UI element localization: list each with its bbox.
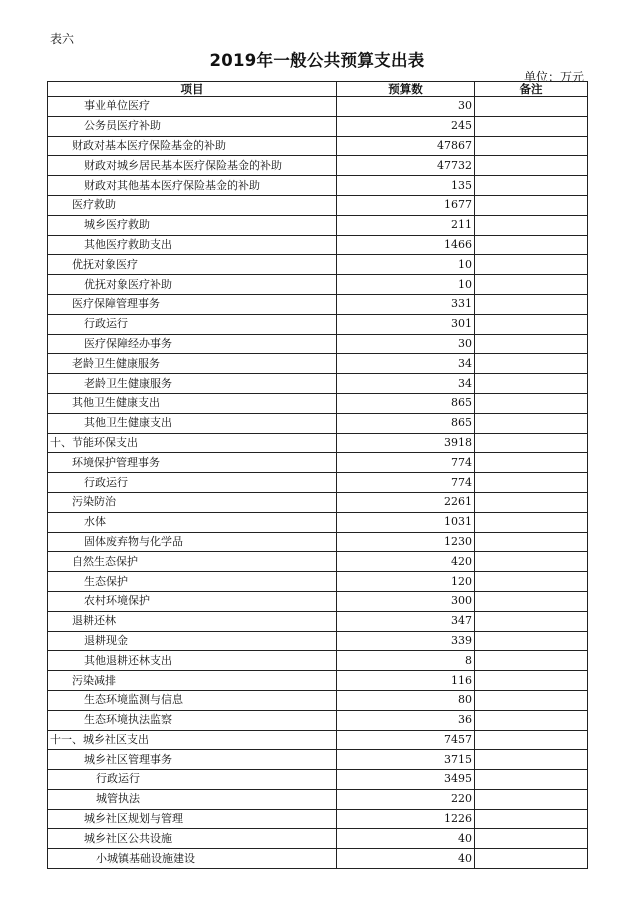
- row-remarks: [475, 809, 588, 829]
- row-budget-amount: 47732: [337, 156, 475, 176]
- row-budget-amount: 1031: [337, 512, 475, 532]
- row-item-name: 财政对基本医疗保险基金的补助: [48, 136, 337, 156]
- row-remarks: [475, 195, 588, 215]
- row-budget-amount: 774: [337, 453, 475, 473]
- row-remarks: [475, 591, 588, 611]
- row-item-name: 污染防治: [48, 492, 337, 512]
- row-item-name: 行政运行: [48, 770, 337, 790]
- row-item-name: 城乡社区管理事务: [48, 750, 337, 770]
- row-budget-amount: 8: [337, 651, 475, 671]
- row-item-name: 退耕还林: [48, 611, 337, 631]
- row-remarks: [475, 829, 588, 849]
- row-budget-amount: 301: [337, 314, 475, 334]
- table-row: [48, 393, 588, 413]
- table-row: [48, 690, 588, 710]
- row-budget-amount: 47867: [337, 136, 475, 156]
- table-label: 表六: [50, 32, 75, 46]
- row-budget-amount: 30: [337, 334, 475, 354]
- header-budget: 预算数: [337, 82, 475, 97]
- row-remarks: [475, 492, 588, 512]
- row-remarks: [475, 374, 588, 394]
- row-budget-amount: 220: [337, 789, 475, 809]
- row-remarks: [475, 156, 588, 176]
- row-budget-amount: 300: [337, 591, 475, 611]
- table-row: [48, 591, 588, 611]
- table-row: [48, 849, 588, 869]
- table-row: [48, 730, 588, 750]
- row-budget-amount: 774: [337, 473, 475, 493]
- table-row: [48, 413, 588, 433]
- row-remarks: [475, 453, 588, 473]
- row-budget-amount: 34: [337, 374, 475, 394]
- row-item-name: 医疗保障经办事务: [48, 334, 337, 354]
- header-remarks: 备注: [475, 82, 588, 97]
- table-row: [48, 215, 588, 235]
- row-remarks: [475, 334, 588, 354]
- table-row: [48, 532, 588, 552]
- table-row: [48, 829, 588, 849]
- row-remarks: [475, 690, 588, 710]
- row-item-name: 十一、城乡社区支出: [48, 730, 337, 750]
- row-remarks: [475, 572, 588, 592]
- row-item-name: 其他卫生健康支出: [48, 413, 337, 433]
- table-row: [48, 235, 588, 255]
- table-row: [48, 789, 588, 809]
- row-remarks: [475, 354, 588, 374]
- table-row: [48, 374, 588, 394]
- row-item-name: 城管执法: [48, 789, 337, 809]
- row-item-name: 行政运行: [48, 314, 337, 334]
- row-remarks: [475, 294, 588, 314]
- table-row: [48, 195, 588, 215]
- budget-table: [47, 81, 588, 869]
- row-item-name: 老龄卫生健康服务: [48, 374, 337, 394]
- row-budget-amount: 135: [337, 176, 475, 196]
- row-remarks: [475, 849, 588, 869]
- row-budget-amount: 3918: [337, 433, 475, 453]
- row-item-name: 生态保护: [48, 572, 337, 592]
- table-row: [48, 275, 588, 295]
- row-item-name: 其他医疗救助支出: [48, 235, 337, 255]
- row-remarks: [475, 631, 588, 651]
- row-budget-amount: 211: [337, 215, 475, 235]
- table-header: [48, 82, 588, 97]
- row-remarks: [475, 770, 588, 790]
- row-item-name: 事业单位医疗: [48, 97, 337, 117]
- row-remarks: [475, 393, 588, 413]
- row-remarks: [475, 136, 588, 156]
- table-row: [48, 136, 588, 156]
- row-budget-amount: 80: [337, 690, 475, 710]
- table-row: [48, 809, 588, 829]
- row-remarks: [475, 116, 588, 136]
- row-remarks: [475, 512, 588, 532]
- row-remarks: [475, 433, 588, 453]
- row-item-name: 城乡医疗救助: [48, 215, 337, 235]
- row-remarks: [475, 789, 588, 809]
- row-budget-amount: 30: [337, 97, 475, 117]
- row-budget-amount: 865: [337, 413, 475, 433]
- row-item-name: 优抚对象医疗补助: [48, 275, 337, 295]
- row-item-name: 公务员医疗补助: [48, 116, 337, 136]
- row-item-name: 城乡社区规划与管理: [48, 809, 337, 829]
- row-budget-amount: 3495: [337, 770, 475, 790]
- row-budget-amount: 116: [337, 671, 475, 691]
- table-row: [48, 294, 588, 314]
- row-remarks: [475, 473, 588, 493]
- table-row: [48, 156, 588, 176]
- row-budget-amount: 40: [337, 829, 475, 849]
- table-row: [48, 453, 588, 473]
- table-row: [48, 512, 588, 532]
- unit-label: 单位：万元: [523, 70, 584, 84]
- row-budget-amount: 1677: [337, 195, 475, 215]
- table-row: [48, 770, 588, 790]
- row-budget-amount: 865: [337, 393, 475, 413]
- row-item-name: 生态环境监测与信息: [48, 690, 337, 710]
- row-item-name: 城乡社区公共设施: [48, 829, 337, 849]
- row-item-name: 财政对城乡居民基本医疗保险基金的补助: [48, 156, 337, 176]
- row-item-name: 自然生态保护: [48, 552, 337, 572]
- table-row: [48, 354, 588, 374]
- row-budget-amount: 331: [337, 294, 475, 314]
- row-item-name: 十、节能环保支出: [48, 433, 337, 453]
- header-item: 项目: [48, 82, 337, 97]
- row-remarks: [475, 750, 588, 770]
- table-row: [48, 176, 588, 196]
- row-remarks: [475, 275, 588, 295]
- row-budget-amount: 120: [337, 572, 475, 592]
- table-row: [48, 651, 588, 671]
- row-budget-amount: 36: [337, 710, 475, 730]
- row-item-name: 医疗保障管理事务: [48, 294, 337, 314]
- table-row: [48, 671, 588, 691]
- table-row: [48, 492, 588, 512]
- row-item-name: 其他卫生健康支出: [48, 393, 337, 413]
- table-row: [48, 572, 588, 592]
- row-budget-amount: 245: [337, 116, 475, 136]
- row-item-name: 环境保护管理事务: [48, 453, 337, 473]
- row-budget-amount: 1226: [337, 809, 475, 829]
- table-row: [48, 334, 588, 354]
- row-remarks: [475, 413, 588, 433]
- table-row: [48, 631, 588, 651]
- table-row: [48, 750, 588, 770]
- row-budget-amount: 10: [337, 275, 475, 295]
- row-item-name: 财政对其他基本医疗保险基金的补助: [48, 176, 337, 196]
- row-remarks: [475, 611, 588, 631]
- row-item-name: 老龄卫生健康服务: [48, 354, 337, 374]
- row-budget-amount: 10: [337, 255, 475, 275]
- table-row: [48, 116, 588, 136]
- row-budget-amount: 40: [337, 849, 475, 869]
- row-budget-amount: 7457: [337, 730, 475, 750]
- table-row: [48, 255, 588, 275]
- row-remarks: [475, 176, 588, 196]
- row-item-name: 农村环境保护: [48, 591, 337, 611]
- table-row: [48, 710, 588, 730]
- row-remarks: [475, 97, 588, 117]
- row-remarks: [475, 532, 588, 552]
- table-row: [48, 552, 588, 572]
- row-remarks: [475, 235, 588, 255]
- row-budget-amount: 339: [337, 631, 475, 651]
- row-item-name: 小城镇基础设施建设: [48, 849, 337, 869]
- row-item-name: 水体: [48, 512, 337, 532]
- table-row: [48, 433, 588, 453]
- row-item-name: 生态环境执法监察: [48, 710, 337, 730]
- row-budget-amount: 3715: [337, 750, 475, 770]
- page-title: 2019年一般公共预算支出表: [209, 51, 425, 70]
- row-budget-amount: 347: [337, 611, 475, 631]
- row-item-name: 行政运行: [48, 473, 337, 493]
- table-row: [48, 611, 588, 631]
- row-budget-amount: 2261: [337, 492, 475, 512]
- row-item-name: 优抚对象医疗: [48, 255, 337, 275]
- row-item-name: 退耕现金: [48, 631, 337, 651]
- row-item-name: 其他退耕还林支出: [48, 651, 337, 671]
- row-item-name: 污染减排: [48, 671, 337, 691]
- row-budget-amount: 420: [337, 552, 475, 572]
- row-budget-amount: 1466: [337, 235, 475, 255]
- row-remarks: [475, 671, 588, 691]
- table-row: [48, 97, 588, 117]
- row-remarks: [475, 730, 588, 750]
- row-budget-amount: 34: [337, 354, 475, 374]
- row-remarks: [475, 552, 588, 572]
- row-budget-amount: 1230: [337, 532, 475, 552]
- table-row: [48, 314, 588, 334]
- row-remarks: [475, 215, 588, 235]
- table-row: [48, 473, 588, 493]
- row-item-name: 固体废弃物与化学品: [48, 532, 337, 552]
- table-body: [48, 97, 588, 869]
- row-remarks: [475, 314, 588, 334]
- row-remarks: [475, 651, 588, 671]
- row-item-name: 医疗救助: [48, 195, 337, 215]
- row-remarks: [475, 710, 588, 730]
- row-remarks: [475, 255, 588, 275]
